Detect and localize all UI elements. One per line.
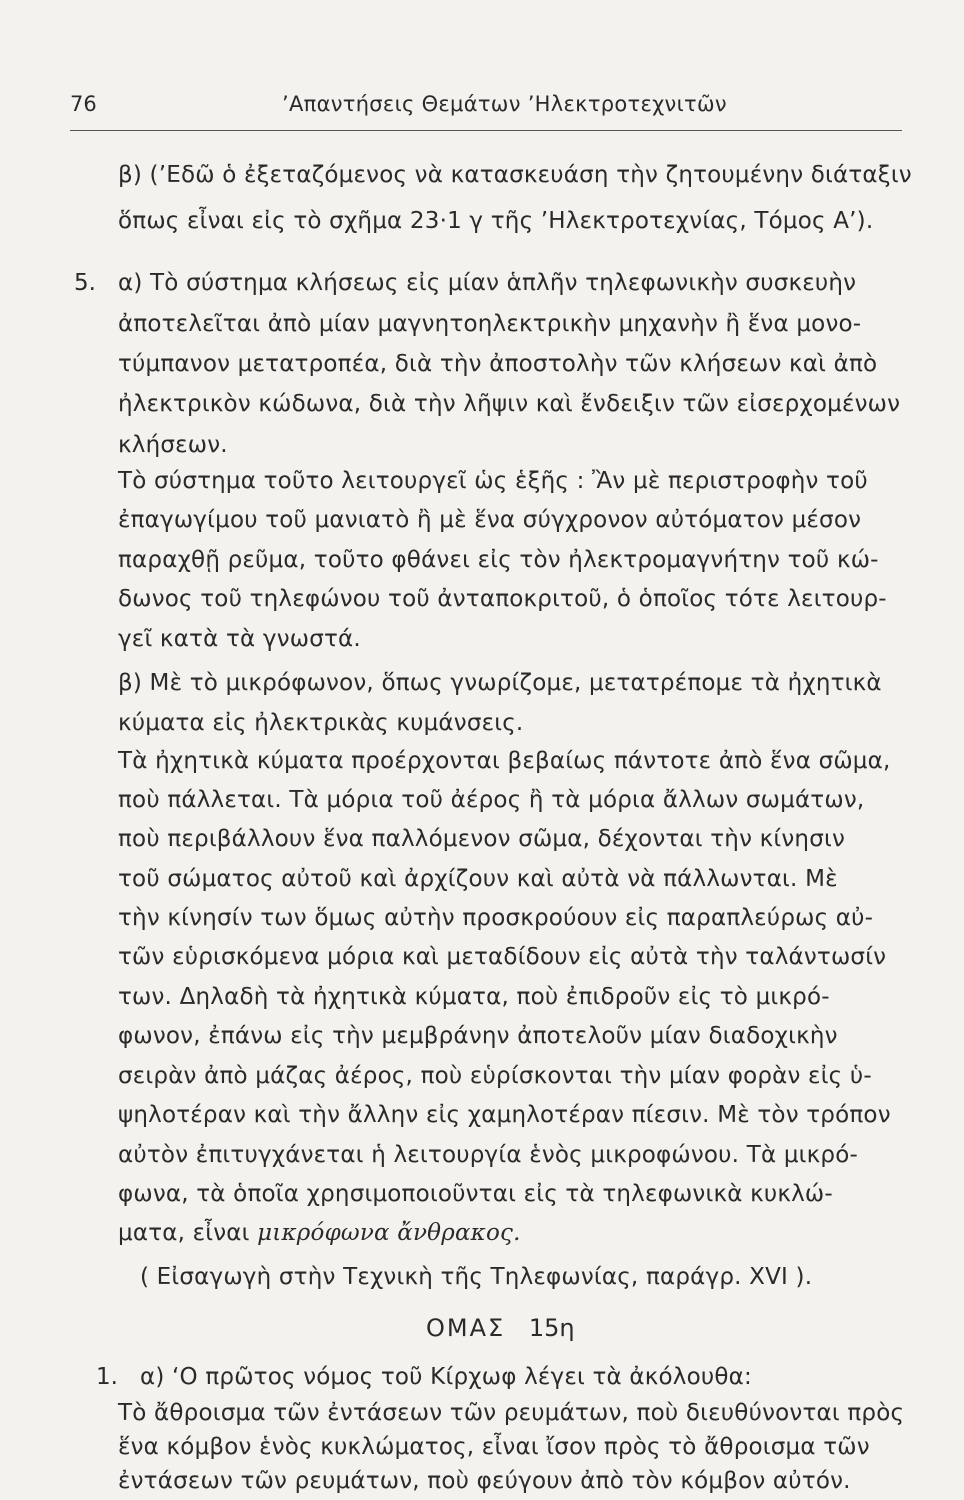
text-line: ψηλοτέραν καὶ τὴν ἄλλην εἰς χαμηλοτέραν πίεσιν. Μὲ τὸν τρόπον (118, 1102, 891, 1128)
text-line: β) (’Εδῶ ὁ ἐξεταζόμενος νὰ κατασκευάση τὴν ζητουμένην διάταξιν (118, 162, 912, 188)
text-line: Τὸ σύστημα τοῦτο λειτουργεῖ ὡς ἑξῆς : Ἂν μὲ περιστροφὴν τοῦ (118, 468, 868, 494)
text-line: τῶν εὑρισκόμενα μόρια καὶ μεταδίδουν εἰς αὐτὰ τὴν ταλάντωσίν (118, 944, 887, 970)
question-number: 1. (96, 1364, 118, 1390)
header-rule (70, 130, 902, 131)
text-line: ὅπως εἶναι εἰς τὸ σχῆμα 23·1 γ τῆς ’Ηλεκτροτεχνίας, Τόμος Α’). (118, 208, 874, 234)
italic-term: μικρόφωνα ἄνθρακος. (257, 1220, 521, 1246)
text-line: αὐτὸν ἐπιτυγχάνεται ἡ λειτουργία ἑνὸς μικροφώνου. Τὰ μικρό- (118, 1142, 858, 1168)
text-line: ἐντάσεων τῶν ρευμάτων, ποὺ φεύγουν ἀπὸ τὸν κόμβον αὐτόν. (118, 1468, 851, 1494)
text-line: ποὺ πάλλεται. Τὰ μόρια τοῦ ἀέρος ἢ τὰ μόρια ἄλλων σωμάτων, (118, 787, 865, 813)
group-heading (426, 1314, 575, 1342)
running-title: ’Απαντήσεις Θεμάτων ’Ηλεκτροτεχνιτῶν (282, 92, 727, 116)
question-number: 5. (74, 270, 96, 296)
text-line: κύματα εἰς ἠλεκτρικὰς κυμάνσεις. (118, 710, 524, 736)
text-line: παραχθῇ ρεῦμα, τοῦτο φθάνει εἰς τὸν ἠλεκτρομαγνήτην τοῦ κώ- (118, 547, 879, 573)
text-fragment: ματα, εἶναι (118, 1220, 250, 1246)
text-line (118, 1218, 521, 1248)
page-header (70, 92, 920, 128)
text-line: Τὸ ἄθροισμα τῶν ἐντάσεων τῶν ρευμάτων, ποὺ διευθύνονται πρὸς (118, 1400, 905, 1426)
text-line: ἀποτελεῖται ἀπὸ μίαν μαγνητοηλεκτρικὴν μηχανὴν ἢ ἕνα μονο- (118, 311, 862, 337)
reference-line: ( Εἰσαγωγὴ στὴν Τεχνικὴ τῆς Τηλεφωνίας, παράγρ. XVI ). (140, 1264, 813, 1290)
text-line: Τὰ ἠχητικὰ κύματα προέρχονται βεβαίως πάντοτε ἀπὸ ἕνα σῶμα, (118, 748, 891, 774)
text-line: α) ‘Ο πρῶτος νόμος τοῦ Κίρχωφ λέγει τὰ ἀκόλουθα: (140, 1364, 752, 1390)
page-number: 76 (70, 92, 97, 116)
text-line: τοῦ σώματος αὐτοῦ καὶ ἀρχίζουν καὶ αὐτὰ νὰ πάλλωνται. Μὲ (118, 866, 838, 892)
text-line: φωνα, τὰ ὁποῖα χρησιμοποιοῦνται εἰς τὰ τηλεφωνικὰ κυκλώ- (118, 1181, 833, 1207)
text-line: των. Δηλαδὴ τὰ ἠχητικὰ κύματα, ποὺ ἐπιδροῦν εἰς τὸ μικρό- (118, 984, 830, 1010)
text-line: κλήσεων. (118, 432, 228, 458)
text-line: τύμπανον μετατροπέα, διὰ τὴν ἀποστολὴν τῶν κλήσεων καὶ ἀπὸ (118, 351, 878, 377)
text-line: ποὺ περιβάλλουν ἕνα παλλόμενον σῶμα, δέχονται τὴν κίνησιν (118, 826, 846, 852)
text-line: σειρὰν ἀπὸ μάζας ἀέρος, ποὺ εὑρίσκονται τὴν μίαν φορὰν εἰς ὑ- (118, 1063, 872, 1089)
text-line: δωνος τοῦ τηλεφώνου τοῦ ἀνταποκριτοῦ, ὁ ὁποῖος τότε λειτουρ- (118, 586, 887, 612)
text-line: τὴν κίνησίν των ὅμως αὐτὴν προσκρούουν εἰς παραπλεύρως αὐ- (118, 905, 874, 931)
group-heading-number: 15η (528, 1314, 575, 1342)
text-line: β) Μὲ τὸ μικρόφωνον, ὅπως γνωρίζομε, μετατρέπομε τὰ ἠχητικὰ (118, 670, 882, 696)
text-line: ἠλεκτρικὸν κώδωνα, διὰ τὴν λῆψιν καὶ ἔνδειξιν τῶν εἰσερχομένων (118, 391, 901, 417)
group-heading-label: ΟΜΑΣ (426, 1314, 506, 1342)
text-line: α) Τὸ σύστημα κλήσεως εἰς μίαν ἁπλῆν τηλεφωνικὴν συσκευὴν (118, 270, 857, 296)
text-line: φωνον, ἐπάνω εἰς τὴν μεμβράνην ἀποτελοῦν μίαν διαδοχικὴν (118, 1023, 838, 1049)
text-line: ἕνα κόμβον ἑνὸς κυκλώματος, εἶναι ἴσον πρὸς τὸ ἄθροισμα τῶν (118, 1434, 870, 1460)
text-line: γεῖ κατὰ τὰ γνωστά. (118, 626, 361, 652)
text-line: ἐπαγωγίμου τοῦ μανιατὸ ἢ μὲ ἕνα σύγχρονον αὐτόματον μέσον (118, 507, 862, 533)
